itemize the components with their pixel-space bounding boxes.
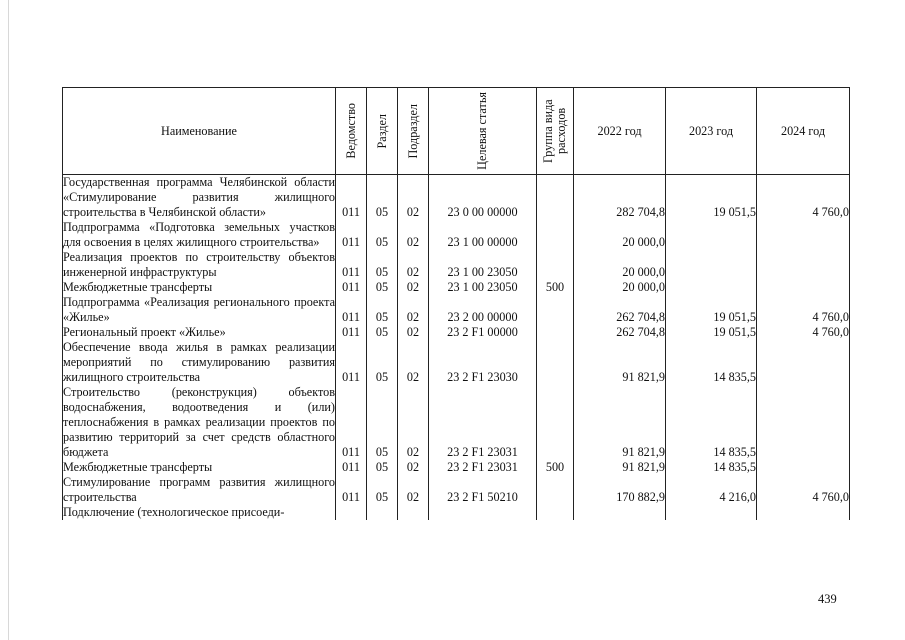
amount-2022-cell <box>574 505 666 520</box>
header-2022: 2022 год <box>574 88 666 175</box>
vedomstvo-cell: 011 <box>336 340 367 385</box>
amount-2023-cell <box>666 280 757 295</box>
razdel-cell: 05 <box>367 475 398 505</box>
razdel-cell: 05 <box>367 175 398 221</box>
name-cell: Подпрограмма «Подготовка земельных участков для освоения в целях жилищного строительства» <box>63 220 335 249</box>
razdel-cell: 05 <box>367 340 398 385</box>
podrazdel-cell: 02 <box>398 475 429 505</box>
amount-2023-cell: 19 051,5 <box>666 295 757 325</box>
vedomstvo-cell: 011 <box>336 325 367 340</box>
amount-2024-cell <box>757 250 850 280</box>
header-vedomstvo: Ведомство <box>336 88 367 175</box>
amount-2022-cell: 91 821,9 <box>574 340 666 385</box>
expense-group-cell <box>537 340 574 385</box>
amount-2023-cell: 14 835,5 <box>666 340 757 385</box>
amount-2024-cell <box>757 505 850 520</box>
scan-margin-line <box>8 0 9 640</box>
table-row <box>63 220 850 250</box>
expense-group-cell: 500 <box>537 280 574 295</box>
table-row <box>63 295 850 325</box>
expense-group-cell <box>537 250 574 280</box>
amount-2022-cell: 91 821,9 <box>574 385 666 460</box>
expense-group-cell <box>537 385 574 460</box>
expense-group-cell <box>537 475 574 505</box>
header-razdel: Раздел <box>367 88 398 175</box>
amount-2023-cell: 4 216,0 <box>666 475 757 505</box>
amount-2022-cell: 262 704,8 <box>574 295 666 325</box>
target-article-cell: 23 2 00 00000 <box>429 295 537 325</box>
amount-2023-cell <box>666 505 757 520</box>
expense-group-cell <box>537 505 574 520</box>
table-row <box>63 385 850 460</box>
amount-2023-cell: 19 051,5 <box>666 175 757 221</box>
vedomstvo-cell <box>336 505 367 520</box>
podrazdel-cell <box>398 505 429 520</box>
target-article-cell: 23 1 00 23050 <box>429 250 537 280</box>
vedomstvo-cell: 011 <box>336 280 367 295</box>
razdel-cell <box>367 505 398 520</box>
name-cell: Региональный проект «Жилье» <box>63 325 336 340</box>
amount-2023-cell: 14 835,5 <box>666 460 757 475</box>
vedomstvo-cell: 011 <box>336 250 367 280</box>
header-2024: 2024 год <box>757 88 850 175</box>
amount-2024-cell <box>757 220 850 250</box>
podrazdel-cell: 02 <box>398 385 429 460</box>
name-cell: Государственная программа Челябинской области «Стимулирование развития жилищного строительства в Челябинской области» <box>63 175 335 219</box>
podrazdel-cell: 02 <box>398 250 429 280</box>
target-article-cell: 23 2 F1 00000 <box>429 325 537 340</box>
podrazdel-cell: 02 <box>398 280 429 295</box>
target-article-cell: 23 1 00 23050 <box>429 280 537 295</box>
amount-2023-cell: 19 051,5 <box>666 325 757 340</box>
table-row <box>63 325 850 340</box>
amount-2024-cell: 4 760,0 <box>757 175 850 221</box>
vedomstvo-cell: 011 <box>336 475 367 505</box>
amount-2022-cell: 20 000,0 <box>574 280 666 295</box>
vedomstvo-cell: 011 <box>336 460 367 475</box>
header-expense-group: Группа вида расходов <box>537 88 574 175</box>
header-target-article: Целевая статья <box>429 88 537 175</box>
name-cell: Строительство (реконструкция) объектов водоснабжения, водоотведения и (или) теплоснабжения в рамках реализации проектов по развитию территорий за счет средств областного бюджета <box>63 385 335 459</box>
target-article-cell: 23 2 F1 23031 <box>429 460 537 475</box>
header-2023: 2023 год <box>666 88 757 175</box>
target-article-cell: 23 2 F1 23030 <box>429 340 537 385</box>
target-article-cell: 23 0 00 00000 <box>429 175 537 221</box>
expense-group-cell <box>537 325 574 340</box>
podrazdel-cell: 02 <box>398 220 429 250</box>
amount-2023-cell: 14 835,5 <box>666 385 757 460</box>
table-row <box>63 340 850 385</box>
vedomstvo-cell: 011 <box>336 175 367 221</box>
podrazdel-cell: 02 <box>398 460 429 475</box>
amount-2024-cell: 4 760,0 <box>757 295 850 325</box>
target-article-cell: 23 2 F1 23031 <box>429 385 537 460</box>
table-row <box>63 505 850 520</box>
amount-2024-cell: 4 760,0 <box>757 475 850 505</box>
amount-2024-cell: 4 760,0 <box>757 325 850 340</box>
name-cell: Подпрограмма «Реализация регионального проекта «Жилье» <box>63 295 335 324</box>
amount-2024-cell <box>757 280 850 295</box>
amount-2022-cell: 20 000,0 <box>574 250 666 280</box>
podrazdel-cell: 02 <box>398 175 429 221</box>
amount-2024-cell <box>757 385 850 460</box>
podrazdel-cell: 02 <box>398 340 429 385</box>
podrazdel-cell: 02 <box>398 325 429 340</box>
razdel-cell: 05 <box>367 280 398 295</box>
name-cell: Межбюджетные трансферты <box>63 280 336 295</box>
header-name: Наименование <box>63 88 336 175</box>
table-header-row <box>63 88 850 175</box>
name-cell: Подключение (технологическое присоеди- <box>63 505 336 520</box>
vedomstvo-cell: 011 <box>336 220 367 250</box>
table-row <box>63 280 850 295</box>
page-number: 439 <box>818 592 837 606</box>
name-cell: Стимулирование программ развития жилищного строительства <box>63 475 335 504</box>
table-row <box>63 475 850 505</box>
table-row <box>63 250 850 280</box>
name-cell: Обеспечение ввода жилья в рамках реализации мероприятий по стимулированию развития жилищного строительства <box>63 340 335 384</box>
amount-2024-cell <box>757 340 850 385</box>
table-row <box>63 460 850 475</box>
expense-group-cell <box>537 295 574 325</box>
expense-group-cell <box>537 175 574 221</box>
name-cell: Реализация проектов по строительству объектов инженерной инфраструктуры <box>63 250 335 279</box>
amount-2022-cell: 170 882,9 <box>574 475 666 505</box>
amount-2022-cell: 262 704,8 <box>574 325 666 340</box>
target-article-cell: 23 2 F1 50210 <box>429 475 537 505</box>
razdel-cell: 05 <box>367 220 398 250</box>
name-cell: Межбюджетные трансферты <box>63 460 336 475</box>
target-article-cell <box>429 505 537 520</box>
amount-2023-cell <box>666 250 757 280</box>
amount-2024-cell <box>757 460 850 475</box>
razdel-cell: 05 <box>367 295 398 325</box>
razdel-cell: 05 <box>367 460 398 475</box>
expense-group-cell: 500 <box>537 460 574 475</box>
target-article-cell: 23 1 00 00000 <box>429 220 537 250</box>
expense-group-cell <box>537 220 574 250</box>
razdel-cell: 05 <box>367 385 398 460</box>
table-row <box>63 175 850 221</box>
amount-2022-cell: 20 000,0 <box>574 220 666 250</box>
razdel-cell: 05 <box>367 250 398 280</box>
budget-table <box>62 87 850 520</box>
amount-2023-cell <box>666 220 757 250</box>
vedomstvo-cell: 011 <box>336 295 367 325</box>
header-podrazdel: Подраздел <box>398 88 429 175</box>
vedomstvo-cell: 011 <box>336 385 367 460</box>
amount-2022-cell: 91 821,9 <box>574 460 666 475</box>
amount-2022-cell: 282 704,8 <box>574 175 666 221</box>
podrazdel-cell: 02 <box>398 295 429 325</box>
razdel-cell: 05 <box>367 325 398 340</box>
